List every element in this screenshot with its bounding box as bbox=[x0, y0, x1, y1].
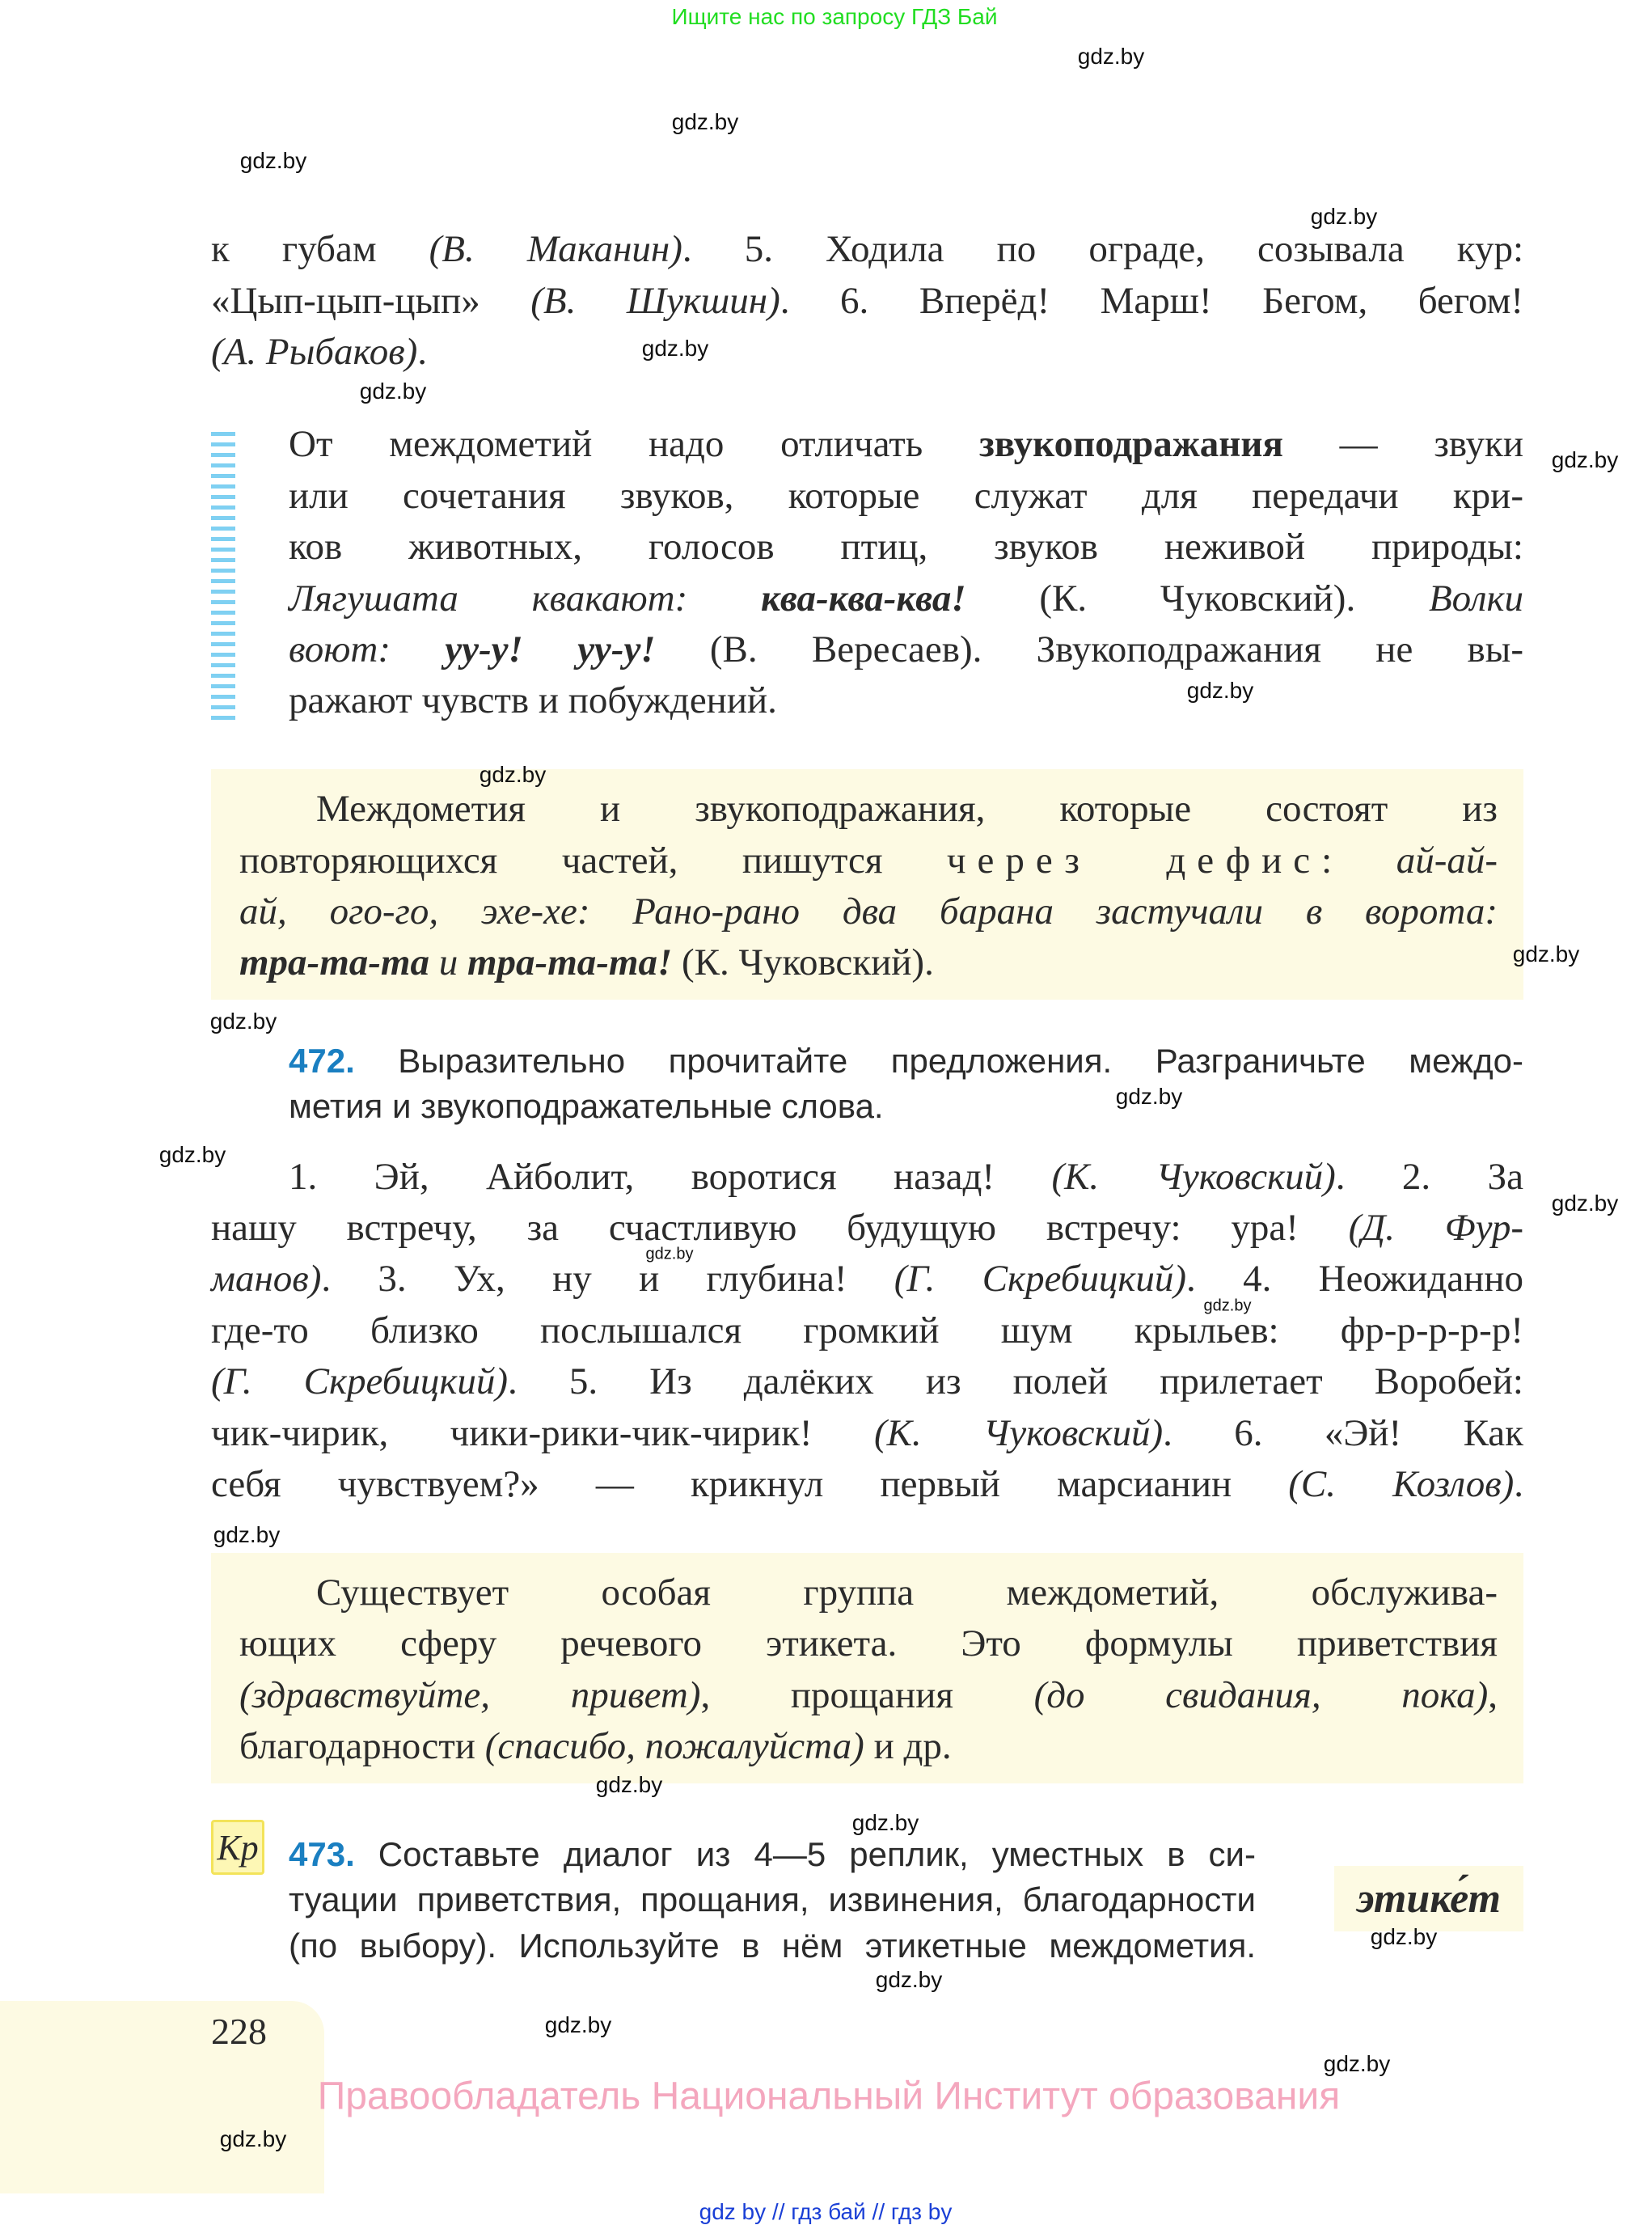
text-line bbox=[211, 1305, 1523, 1356]
text-segment: через дефис bbox=[946, 840, 1322, 882]
text-segment: и др. bbox=[864, 1725, 952, 1767]
exercise-number: 473. bbox=[289, 1835, 355, 1873]
text-segment: (до свидания, пока) bbox=[1033, 1674, 1489, 1716]
watermark: gdz.by bbox=[1551, 447, 1619, 472]
text-segment: (по выбору). Используйте в нём этикетные междометия. bbox=[289, 1927, 1256, 1965]
text-line bbox=[289, 573, 1523, 624]
text-line bbox=[239, 886, 1498, 937]
text-segment: От междометий надо отличать bbox=[289, 423, 979, 465]
text-line bbox=[289, 1084, 1523, 1129]
text-segment: (Г. Скребицкий) bbox=[894, 1258, 1187, 1300]
text-segment: (К. Чуковский) bbox=[1051, 1156, 1336, 1198]
text-segment: уу-у! уу-у! bbox=[445, 628, 656, 670]
text-segment: туации приветствия, прощания, извинения, благодарности bbox=[289, 1880, 1256, 1918]
text-segment: воют: bbox=[289, 628, 446, 670]
text-segment: (Д. Фур- bbox=[1348, 1207, 1523, 1249]
watermark: gdz.by bbox=[1077, 44, 1145, 69]
text-segment: . 6. Вперёд! Марш! Бегом, бегом! bbox=[780, 280, 1523, 322]
text-line bbox=[289, 675, 1523, 726]
text-segment: (К. Чуковский). bbox=[965, 577, 1429, 620]
text-segment: или сочетания звуков, которые служат для передачи кри- bbox=[289, 475, 1523, 517]
text-segment: Выразительно прочитайте предложения. Разграничьте междо- bbox=[354, 1042, 1523, 1080]
search-hint: Ищите нас по запросу ГДЗ Бай bbox=[671, 4, 998, 29]
text-segment: . 3. Ух, ну и глубина! bbox=[321, 1258, 894, 1300]
watermark: gdz.by bbox=[209, 1009, 277, 1034]
text-line bbox=[289, 1832, 1256, 1877]
text-segment: (В. Маканин) bbox=[429, 228, 682, 270]
text-segment: метия и звукоподражательные слова. bbox=[289, 1087, 884, 1125]
text-line bbox=[211, 275, 1523, 327]
watermark: gdz.by bbox=[1310, 204, 1378, 229]
text-segment: благодарности bbox=[239, 1725, 485, 1767]
text-line bbox=[211, 223, 1523, 275]
text-line bbox=[289, 521, 1523, 573]
text-line bbox=[289, 418, 1523, 470]
text-line bbox=[239, 1720, 1498, 1772]
text-line bbox=[239, 1618, 1498, 1669]
watermark: gdz.by bbox=[1512, 941, 1580, 967]
text-segment: нашу встречу, за счастливую будущую встречу: ура! bbox=[211, 1207, 1349, 1249]
page-number: 228 bbox=[211, 2011, 267, 2052]
text-segment: звукоподражания bbox=[978, 423, 1283, 465]
text-segment: (Г. Скребицкий) bbox=[211, 1360, 509, 1402]
text-segment: (спасибо, пожалуйста) bbox=[484, 1725, 864, 1767]
text-line bbox=[239, 937, 1498, 988]
text-segment: (К. Чуковский). bbox=[672, 941, 934, 983]
text-line bbox=[289, 1038, 1523, 1084]
text-line bbox=[289, 1923, 1256, 1969]
text-line bbox=[211, 1202, 1523, 1254]
text-segment: манов) bbox=[211, 1258, 322, 1300]
text-segment: себя чувствуем?» — крикнул первый марсианин bbox=[211, 1463, 1289, 1505]
rights-holder: Правообладатель Национальный Институт образования bbox=[317, 2075, 1341, 2118]
text-segment: (В. Шукшин) bbox=[530, 280, 780, 322]
text-segment: — звуки bbox=[1282, 423, 1523, 465]
watermark: gdz.by bbox=[158, 1142, 226, 1167]
exercise-number: 472. bbox=[289, 1042, 355, 1080]
text-segment: ква-ква-ква! bbox=[761, 577, 966, 620]
watermark: gdz.by bbox=[219, 2126, 287, 2151]
text-segment: (А. Рыбаков) bbox=[211, 331, 418, 373]
watermark: gdz.by bbox=[239, 148, 307, 173]
footer-links[interactable]: gdz by // гдз бай // гдз by bbox=[699, 2199, 953, 2224]
text-line bbox=[289, 1877, 1256, 1923]
watermark: gdz.by bbox=[479, 762, 547, 787]
text-line bbox=[289, 470, 1523, 522]
text-line bbox=[211, 1458, 1523, 1510]
text-segment: . bbox=[1514, 1463, 1524, 1505]
watermark: gdz.by bbox=[851, 1810, 919, 1835]
text-line bbox=[316, 783, 1498, 835]
text-line bbox=[211, 1407, 1523, 1459]
text-segment: повторяющихся частей, пишутся bbox=[239, 840, 947, 882]
text-line bbox=[211, 1253, 1523, 1305]
page-corner bbox=[0, 2001, 324, 2193]
watermark: gdz.by bbox=[1370, 1924, 1438, 1949]
text-segment: . bbox=[417, 331, 428, 373]
text-segment: Составьте диалог из 4—5 реплик, уместных в си- bbox=[354, 1835, 1256, 1873]
watermark: gdz.by bbox=[213, 1522, 281, 1547]
text-line bbox=[211, 1356, 1523, 1407]
text-segment: и bbox=[429, 941, 467, 983]
vocab-word: этике́т bbox=[1334, 1866, 1523, 1931]
text-segment: (В. Вересаев). Звукоподражания не вы- bbox=[655, 628, 1523, 670]
text-segment: «Цып-цып-цып» bbox=[211, 280, 531, 322]
text-segment: (К. Чуковский) bbox=[873, 1412, 1164, 1454]
text-segment: (С. Козлов) bbox=[1288, 1463, 1515, 1505]
text-segment: (здравствуйте, привет) bbox=[239, 1674, 701, 1716]
text-segment: , прощания bbox=[700, 1674, 1034, 1716]
rule-marker-stripes bbox=[211, 432, 235, 723]
text-line bbox=[239, 835, 1498, 886]
text-segment: ражают чувств и побуждений. bbox=[289, 679, 777, 721]
text-segment: тра-та-та bbox=[239, 941, 429, 983]
text-segment: . 5. Ходила по ограде, созывала кур: bbox=[682, 228, 1523, 270]
text-segment: Волки bbox=[1428, 577, 1523, 620]
text-line bbox=[211, 326, 1523, 378]
watermark: gdz.by bbox=[595, 1772, 663, 1797]
text-segment: . 4. Неожиданно bbox=[1186, 1258, 1523, 1300]
text-segment: Существует особая группа междометий, обслужива- bbox=[316, 1571, 1498, 1614]
watermark: gdz.by bbox=[1551, 1191, 1619, 1216]
watermark: gdz.by bbox=[671, 109, 739, 134]
watermark: gdz.by bbox=[641, 336, 709, 361]
text-segment: к губам bbox=[211, 228, 429, 270]
text-segment: чик-чирик, чики-рики-чик-чирик! bbox=[211, 1412, 874, 1454]
watermark: gdz.by bbox=[645, 1245, 694, 1263]
kp-badge-icon: Кр bbox=[211, 1820, 264, 1875]
watermark: gdz.by bbox=[544, 2012, 612, 2037]
text-line bbox=[316, 1567, 1498, 1618]
text-line bbox=[289, 1151, 1523, 1203]
text-segment: ков животных, голосов птиц, звуков неживой природы: bbox=[289, 526, 1523, 568]
watermark: gdz.by bbox=[1115, 1084, 1183, 1109]
watermark: gdz.by bbox=[1203, 1297, 1252, 1315]
text-segment: , bbox=[1488, 1674, 1498, 1716]
text-segment: . 5. Из далёких из полей прилетает Воробей: bbox=[508, 1360, 1523, 1402]
watermark: gdz.by bbox=[1323, 2051, 1391, 2076]
text-segment: ющих сферу речевого этикета. Это формулы приветствия bbox=[239, 1622, 1498, 1665]
text-segment: тра-та-та! bbox=[467, 941, 673, 983]
text-segment: где-то близко послышался громкий шум крыльев: фр-р-р-р-р! bbox=[211, 1309, 1523, 1351]
text-line bbox=[239, 1669, 1498, 1721]
text-segment: : bbox=[1321, 840, 1396, 882]
text-segment: 1. Эй, Айболит, воротися назад! bbox=[289, 1156, 1052, 1198]
watermark: gdz.by bbox=[1186, 678, 1254, 703]
watermark: gdz.by bbox=[875, 1967, 943, 1992]
text-segment: ай-ай- bbox=[1396, 840, 1498, 882]
text-segment: . 2. За bbox=[1335, 1156, 1523, 1198]
text-line bbox=[289, 624, 1523, 675]
text-segment: Лягушата квакают: bbox=[289, 577, 762, 620]
watermark: gdz.by bbox=[359, 379, 427, 404]
text-segment: ай, ого-го, эхе-хе: Рано-рано два барана застучали в ворота: bbox=[239, 890, 1498, 933]
text-segment: . 6. «Эй! Как bbox=[1163, 1412, 1523, 1454]
text-segment: Междометия и звукоподражания, которые состоят из bbox=[316, 788, 1498, 830]
